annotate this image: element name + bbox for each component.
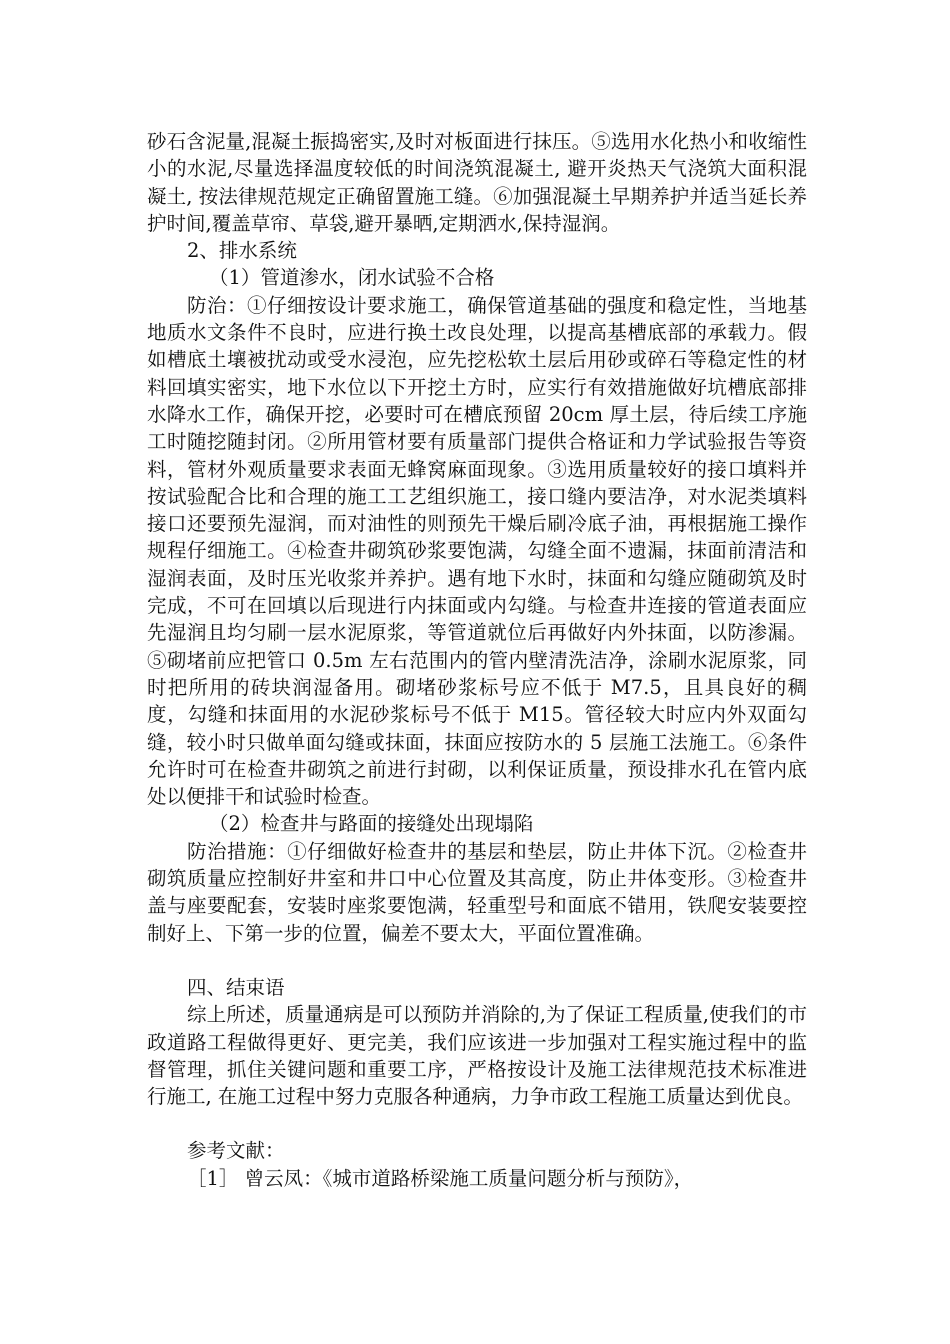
spacer: [147, 1110, 807, 1137]
reference-item: ［1］ 曾云凤：《城市道路桥梁施工质量问题分析与预防》，: [187, 1166, 694, 1190]
subheading-manhole-subsidence: （2）检查井与路面的接缝处出现塌陷: [209, 812, 534, 836]
document-body: [147, 128, 807, 1192]
section-heading-conclusion: 四、结束语: [187, 975, 285, 999]
spacer: [147, 947, 807, 974]
section-heading-drainage: 2、排水系统: [187, 239, 297, 263]
paragraph-manhole-prevention: 防治措施：①仔细做好检查井的基层和垫层，防止井体下沉。②检查井砌筑质量应控制好井室和井口中心位置及其高度，防止井体变形。③检查井盖与座要配套，安装时座浆要饱满，轻重型号和面底不错用，铁爬安装要控制好上、下第一步的位置，偏差不要太大，平面位置准确。: [147, 839, 807, 945]
subheading-pipe-leakage: （1）管道渗水，闭水试验不合格: [209, 266, 495, 290]
paragraph-concrete-measures: 砂石含泥量,混凝土振捣密实,及时对板面进行抹压。⑤选用水化热小和收缩性小的水泥,尽量选择温度较低的时间浇筑混凝土, 避开炎热天气浇筑大面积混凝土, 按法律规范规定正确留置施工缝。⑥加强混凝土早期养护并适当延长养护时间,覆盖草帘、草袋,避开暴晒,定期洒水,保持湿润。: [147, 130, 807, 235]
references-label: 参考文献：: [187, 1139, 285, 1163]
paragraph-conclusion: 综上所述，质量通病是可以预防并消除的,为了保证工程质量,使我们的市政道路工程做得更好、更完美，我们应该进一步加强对工程实施过程中的监督管理，抓住关键问题和重要工序，严格按设计及施工法律规范技术标准进行施工, 在施工过程中努力克服各种通病，力争市政工程施工质量达到优良。: [147, 1003, 807, 1109]
paragraph-pipe-leakage-prevention: 防治：①仔细按设计要求施工，确保管道基础的强度和稳定性，当地基地质水文条件不良时，应进行换土改良处理，以提高基槽底部的承载力。假如槽底土壤被扰动或受水浸泡，应先挖松软土层后用砂或碎石等稳定性的材料回填实密实，地下水位以下开挖土方时，应实行有效措施做好坑槽底部排水降水工作，确保开挖，必要时可在槽底预留 20cm 厚土层，待后续工序施工时随挖随封闭。②所用管材要有质量部门提供合格证和力学试验报告等资料，管材外观质量要求表面无蜂窝麻面现象。③选用质量较好的接口填料并按试验配合比和合理的施工工艺组织施工，接口缝内要洁净，对水泥类填料接口还要预先湿润，而对油性的则预先干燥后刷冷底子油，再根据施工操作规程仔细施工。④检查井砌筑砂浆要饱满，勾缝全面不遗漏，抹面前清洁和湿润表面，及时压光收浆并养护。遇有地下水时，抹面和勾缝应随砌筑及时完成，不可在回填以后现进行内抹面或内勾缝。与检查井连接的管道表面应先湿润且均匀刷一层水泥原浆，等管道就位后再做好内外抹面，以防渗漏。⑤砌堵前应把管口 0.5m 左右范围内的管内壁清洗洁净，涂刷水泥原浆，同时把所用的砖块润湿备用。砌堵砂浆标号应不低于 M7.5，且具良好的稠度，勾缝和抹面用的水泥砂浆标号不低于 M15。管径较大时应内外双面勾缝，较小时只做单面勾缝或抹面，抹面应按防水的 5 层施工法施工。⑥条件允许时可在检查井砌筑之前进行封砌，以利保证质量，预设排水孔在管内底处以便排干和试验时检查。: [147, 293, 807, 809]
